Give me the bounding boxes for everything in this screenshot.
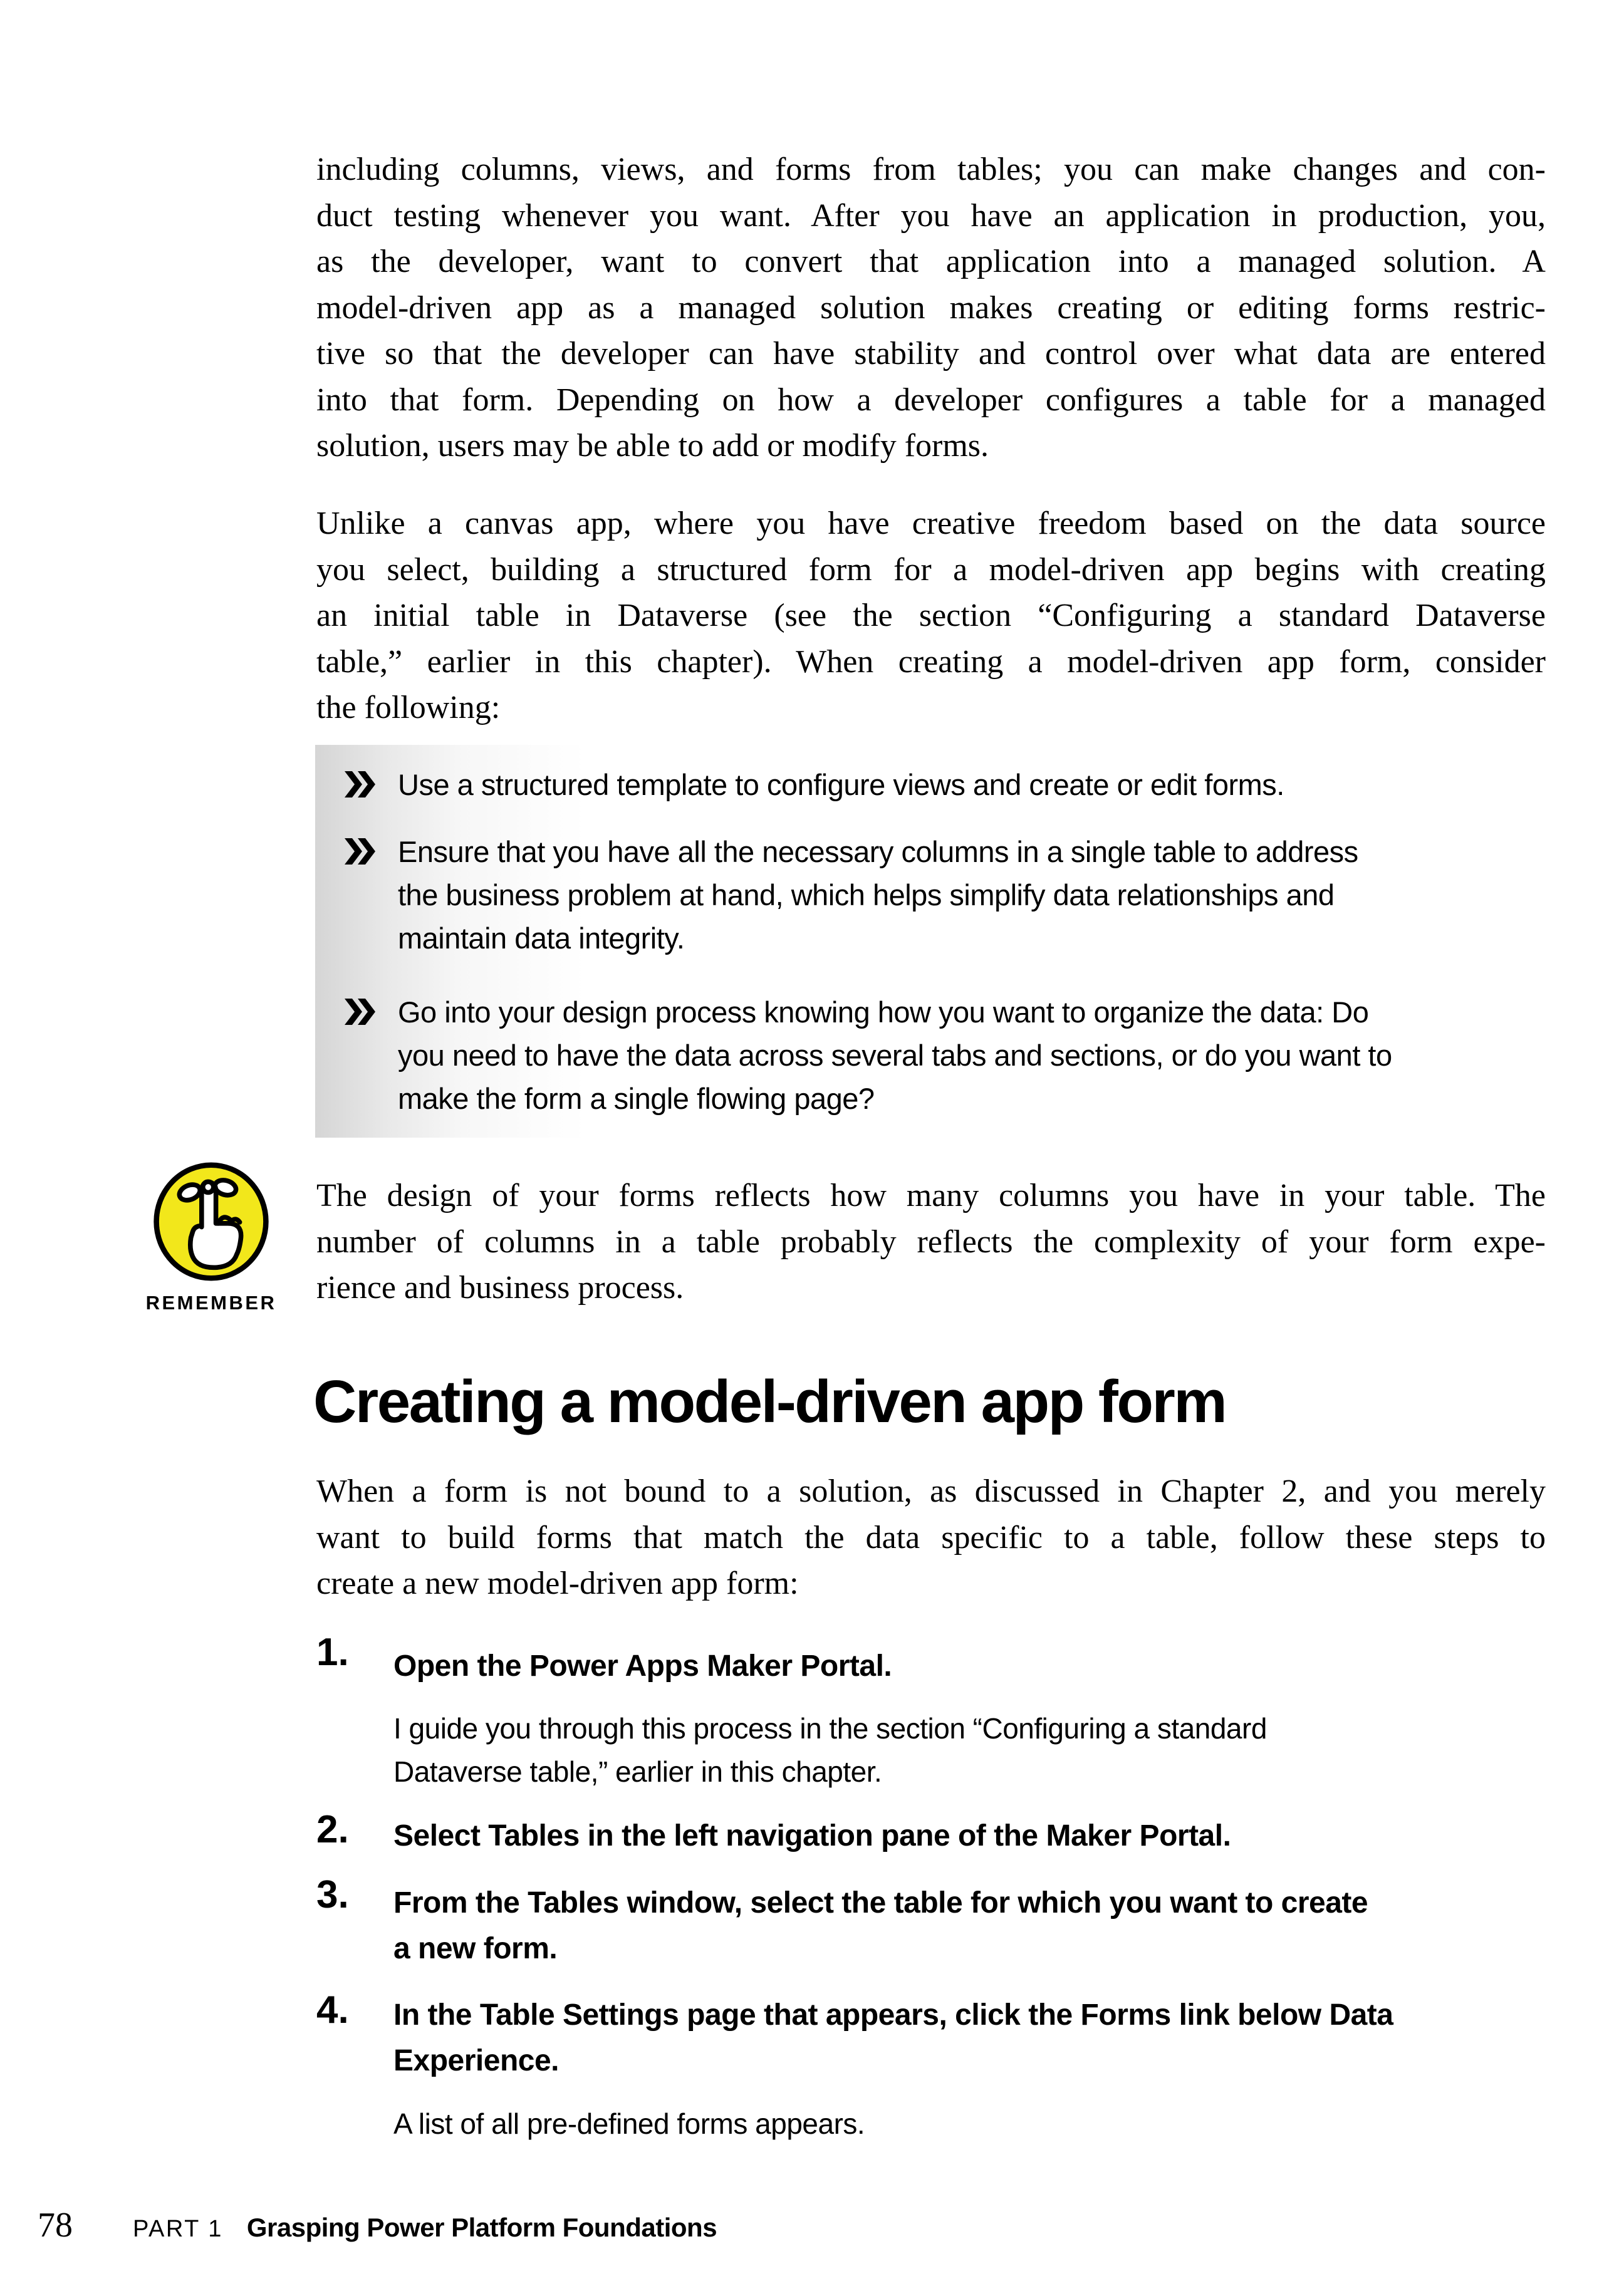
text-line: into that form. Depending on how a developer configures a table for a managed xyxy=(316,382,1546,418)
step-body xyxy=(393,1707,1544,1794)
text-line: an initial table in Dataverse (see the section “Configuring a standard Dataverse xyxy=(316,598,1546,633)
step-title xyxy=(393,1992,1544,2084)
text-line: Select Tables in the left navigation pane of the Maker Portal. xyxy=(393,1819,1231,1852)
text-line: tive so that the developer can have stability and control over what data are entered xyxy=(316,336,1546,371)
remember-paragraph xyxy=(316,1173,1546,1311)
text-line: Go into your design process knowing how you want to organize the data: Do xyxy=(398,995,1369,1029)
text-line: In the Table Settings page that appears, click the Forms link below Data xyxy=(393,1998,1393,2032)
step-number: 1. xyxy=(316,1631,349,1674)
text-line: number of columns in a table probably reflects the complexity of your form expe- xyxy=(316,1223,1546,1260)
paragraph-2 xyxy=(316,501,1546,731)
bullet-item xyxy=(398,830,1544,960)
step-title xyxy=(393,1643,1544,1689)
text-line: Dataverse table,” earlier in this chapter. xyxy=(393,1755,882,1788)
text-line: table,” earlier in this chapter). When creating a model-driven app form, consider xyxy=(316,643,1546,680)
text-line: Use a structured template to configure views and create or edit forms. xyxy=(398,768,1284,801)
chevron-bullet-icon xyxy=(345,999,375,1025)
bullet-item xyxy=(398,990,1544,1120)
text-line: When a form is not bound to a solution, as discussed in Chapter 2, and you merely xyxy=(316,1473,1546,1509)
text-line: you select, building a structured form for a model-driven app begins with creating xyxy=(316,551,1546,588)
text-line: The design of your forms reflects how many columns you have in your table. The xyxy=(316,1178,1546,1213)
chevron-bullet-icon xyxy=(345,771,375,797)
text-line: as the developer, want to convert that application into a managed solution. A xyxy=(316,244,1546,279)
text-line: create a new model-driven app form: xyxy=(316,1566,799,1601)
remember-icon xyxy=(152,1160,271,1283)
text-line: Experience. xyxy=(393,2044,559,2077)
text-line: Open the Power Apps Maker Portal. xyxy=(393,1649,892,1683)
text-line: Ensure that you have all the necessary columns in a single table to address xyxy=(398,835,1358,868)
text-line: you need to have the data across several tabs and sections, or do you want to xyxy=(398,1039,1392,1072)
text-line: From the Tables window, select the table for which you want to create xyxy=(393,1886,1368,1919)
paragraph-3 xyxy=(316,1468,1546,1607)
text-line: the following: xyxy=(316,690,501,725)
text-line: the business problem at hand, which helps simplify data relationships and xyxy=(398,878,1335,912)
step-title xyxy=(393,1880,1544,1971)
text-line: A list of all pre-defined forms appears. xyxy=(393,2107,865,2140)
text-line: including columns, views, and forms from tables; you can make changes and con- xyxy=(316,152,1546,187)
page-footer xyxy=(38,2205,717,2245)
paragraph-1 xyxy=(316,147,1546,469)
part-title: Grasping Power Platform Foundations xyxy=(246,2213,717,2242)
text-line: make the form a single flowing page? xyxy=(398,1082,875,1115)
text-line: duct testing whenever you want. After you have an application in production, you, xyxy=(316,197,1546,234)
text-line: a new form. xyxy=(393,1932,558,1965)
text-line: maintain data integrity. xyxy=(398,922,685,955)
text-line: I guide you through this process in the section “Configuring a standard xyxy=(393,1712,1267,1745)
text-line: rience and business process. xyxy=(316,1270,684,1306)
chevron-bullet-icon xyxy=(345,838,375,865)
step-number: 4. xyxy=(316,1988,349,2032)
section-heading: Creating a model-driven app form xyxy=(313,1368,1226,1435)
text-line: solution, users may be able to add or modify forms. xyxy=(316,428,989,464)
text-line: want to build forms that match the data specific to a table, follow these steps to xyxy=(316,1519,1546,1556)
text-line: model-driven app as a managed solution makes creating or editing forms restric- xyxy=(316,289,1546,326)
step-body xyxy=(393,2102,1544,2146)
remember-label: REMEMBER xyxy=(145,1292,277,1314)
step-number: 3. xyxy=(316,1873,349,1916)
page-number: 78 xyxy=(38,2206,73,2245)
part-label: PART 1 xyxy=(133,2216,223,2242)
step-number: 2. xyxy=(316,1808,349,1851)
bullet-item xyxy=(398,763,1544,806)
text-line: Unlike a canvas app, where you have creative freedom based on the data source xyxy=(316,506,1546,541)
step-title xyxy=(393,1813,1544,1859)
